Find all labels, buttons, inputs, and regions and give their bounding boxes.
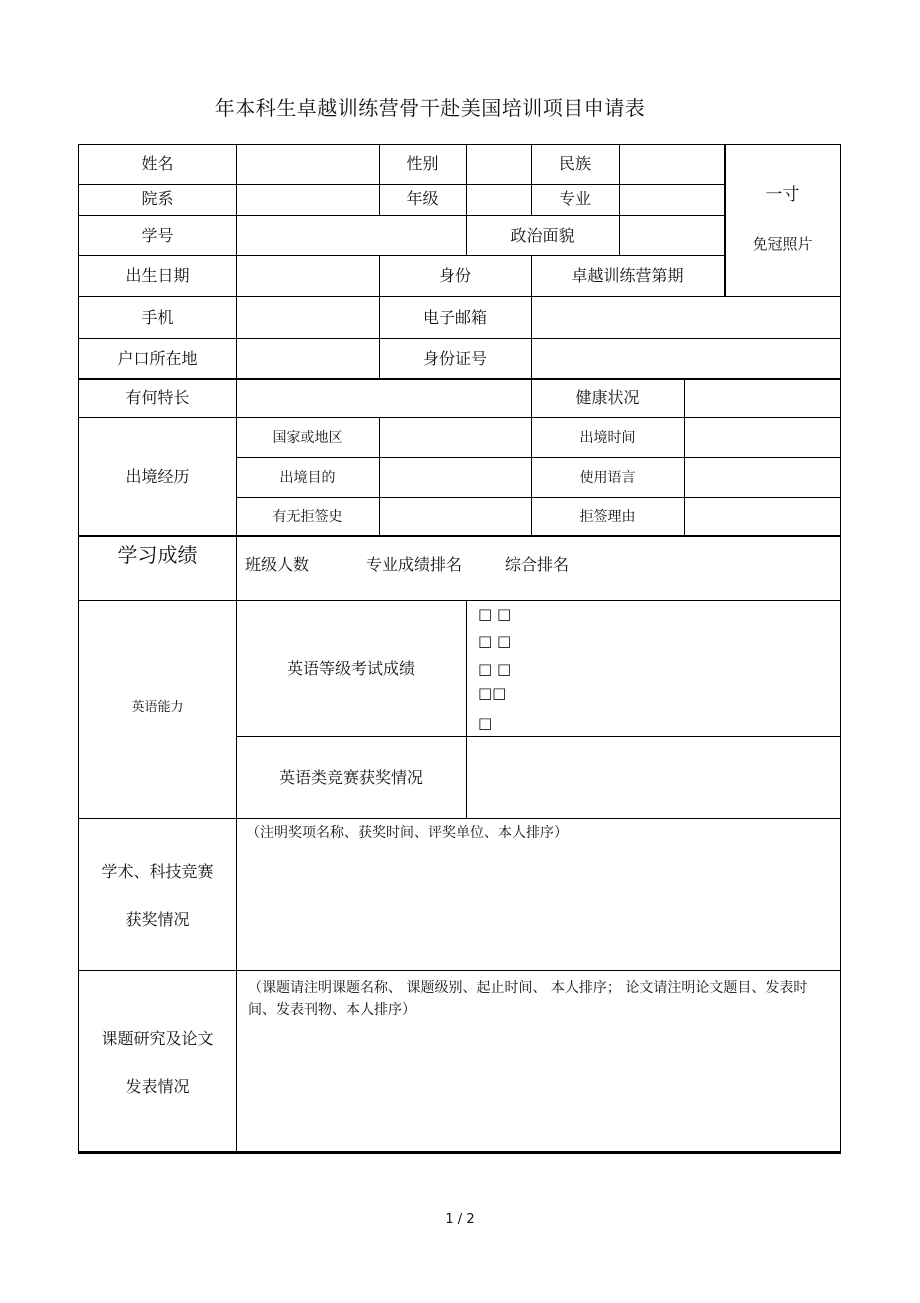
major-field[interactable] <box>623 189 723 209</box>
id-number-field[interactable] <box>535 349 835 369</box>
exam-checkbox-row[interactable]: □ □ <box>478 632 512 650</box>
grade-field[interactable] <box>470 189 530 209</box>
row-line <box>79 417 840 418</box>
political-status-label: 政治面貌 <box>510 226 575 245</box>
id-number-label: 身份证号 <box>422 349 487 368</box>
visa-refusal-field[interactable] <box>383 507 530 527</box>
country-region-field[interactable] <box>383 428 530 448</box>
research-label-line2: 发表情况 <box>125 1077 190 1096</box>
academic-awards-label-line1: 学术、科技竞赛 <box>101 862 214 881</box>
identity-label: 身份 <box>438 266 471 285</box>
english-competition-field[interactable] <box>470 745 835 813</box>
birth-date-label: 出生日期 <box>125 266 190 285</box>
col-line <box>236 145 237 1152</box>
row-line <box>79 215 725 216</box>
row-line <box>236 497 840 498</box>
camp-session-label: 卓越训练营第期 <box>571 266 684 285</box>
exit-time-field[interactable] <box>688 428 838 448</box>
form-title: 年本科生卓越训练营骨干赴美国培训项目申请表 <box>214 96 646 120</box>
row-line <box>79 296 840 297</box>
email-label: 电子邮箱 <box>422 308 487 327</box>
abroad-experience-label: 出境经历 <box>125 467 190 486</box>
exam-checkbox-row[interactable]: □ □ <box>478 605 512 623</box>
research-label-line1: 课题研究及论文 <box>101 1029 214 1048</box>
photo-hint-label: 免冠照片 <box>752 235 813 253</box>
row-line <box>79 338 840 339</box>
english-exam-label: 英语等级考试成绩 <box>286 659 415 678</box>
major-label: 专业 <box>558 189 591 208</box>
student-id-label: 学号 <box>141 226 174 245</box>
col-line <box>379 417 380 536</box>
ethnicity-field[interactable] <box>623 154 723 174</box>
english-competition-label: 英语类竞赛获奖情况 <box>278 768 423 787</box>
mobile-field[interactable] <box>240 308 378 328</box>
row-line <box>236 457 840 458</box>
name-label: 姓名 <box>141 154 174 173</box>
research-note: （课题请注明课题名称、 课题级别、起止时间、 本人排序； 论文请注明论文题目、发表时间、发表刊物、本人排序） <box>248 980 808 1018</box>
hukou-label: 户口所在地 <box>117 349 198 368</box>
row-line <box>79 378 840 380</box>
class-size-label: 班级人数 <box>245 555 310 574</box>
row-line <box>236 736 840 737</box>
specialty-label: 有何特长 <box>125 388 190 407</box>
row-line <box>79 600 840 601</box>
refusal-reason-field[interactable] <box>688 507 838 527</box>
language-used-label: 使用语言 <box>579 470 636 486</box>
row-line <box>79 970 840 971</box>
ethnicity-label: 民族 <box>558 154 591 173</box>
exit-purpose-label: 出境目的 <box>279 470 336 486</box>
language-used-field[interactable] <box>688 468 838 488</box>
academic-scores-label: 学习成绩 <box>117 543 198 567</box>
col-line <box>684 378 685 536</box>
row-line <box>79 255 725 256</box>
grade-label: 年级 <box>406 189 439 208</box>
health-label: 健康状况 <box>575 388 640 407</box>
col-line <box>619 145 620 256</box>
gender-label: 性别 <box>406 154 439 173</box>
col-line <box>724 145 726 296</box>
academic-awards-label-line2: 获奖情况 <box>125 910 190 929</box>
exit-purpose-field[interactable] <box>383 468 530 488</box>
awards-note: （注明奖项名称、获奖时间、评奖单位、本人排序） <box>246 825 568 841</box>
name-field[interactable] <box>240 154 378 174</box>
gender-field[interactable] <box>470 154 530 174</box>
overall-rank-label: 综合排名 <box>505 555 570 574</box>
hukou-field[interactable] <box>240 349 378 369</box>
refusal-reason-label: 拒签理由 <box>579 509 636 525</box>
row-line <box>79 818 840 819</box>
student-id-field[interactable] <box>240 226 465 246</box>
page-number: 1 / 2 <box>445 1212 475 1227</box>
exam-checkbox-row[interactable]: □ <box>478 714 493 732</box>
mobile-label: 手机 <box>141 308 174 327</box>
political-status-field[interactable] <box>623 226 723 246</box>
exam-checkbox-row[interactable]: □ □ <box>478 660 512 678</box>
department-field[interactable] <box>240 189 378 209</box>
birth-date-field[interactable] <box>240 266 378 286</box>
health-field[interactable] <box>688 388 838 408</box>
visa-refusal-label: 有无拒签史 <box>272 509 343 525</box>
english-ability-label: 英语能力 <box>131 700 184 715</box>
row-line <box>79 535 840 537</box>
department-label: 院系 <box>141 189 174 208</box>
specialty-field[interactable] <box>240 388 530 408</box>
email-field[interactable] <box>535 308 835 328</box>
major-rank-label: 专业成绩排名 <box>366 555 463 574</box>
col-line <box>466 600 467 818</box>
country-region-label: 国家或地区 <box>272 430 343 446</box>
row-line <box>79 184 725 185</box>
photo-size-label: 一寸 <box>765 185 800 205</box>
exit-time-label: 出境时间 <box>579 430 636 446</box>
exam-checkbox-row[interactable]: □□ <box>478 684 507 702</box>
